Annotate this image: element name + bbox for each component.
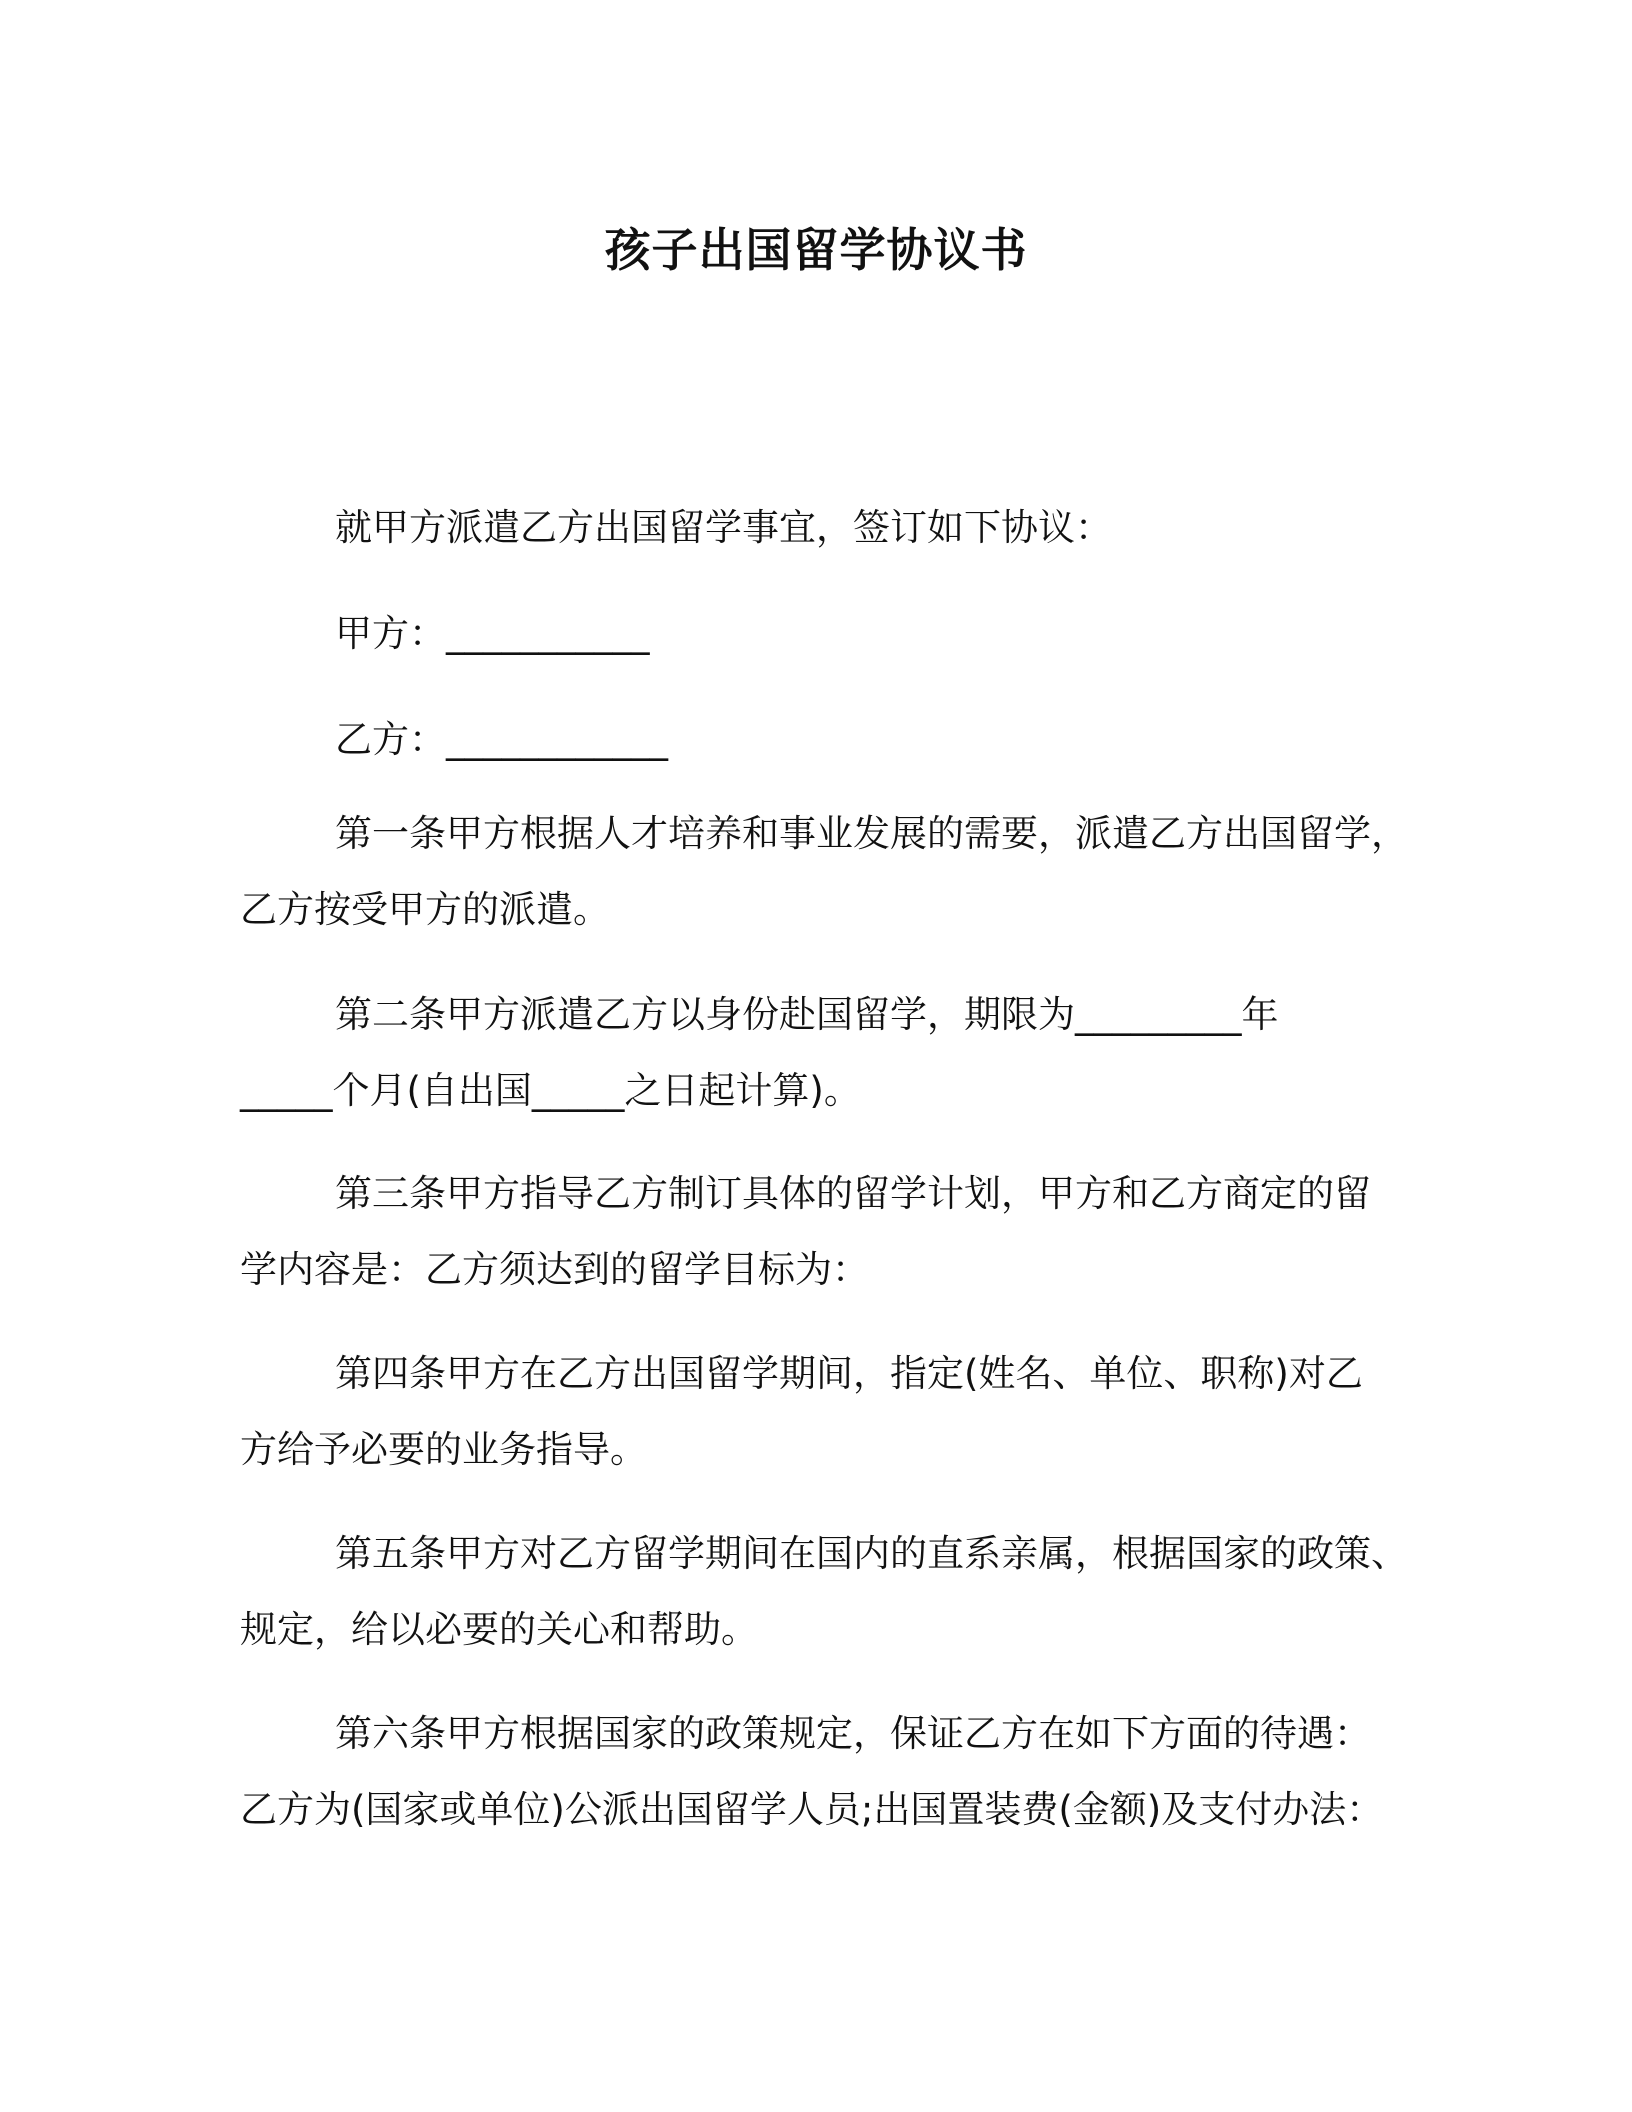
paragraph-line: 第二条甲方派遣乙方以身份赴国留学，期限为_________年 bbox=[335, 993, 1279, 1036]
paragraph-line: 学内容是：乙方须达到的留学目标为： bbox=[240, 1248, 869, 1291]
paragraph-line: 甲方：___________ bbox=[335, 612, 650, 655]
paragraph-line: 第六条甲方根据国家的政策规定，保证乙方在如下方面的待遇： bbox=[335, 1712, 1371, 1755]
paragraph-line: 乙方按受甲方的派遣。 bbox=[240, 888, 610, 931]
party-a-line bbox=[240, 596, 1420, 672]
article-1 bbox=[240, 796, 1420, 948]
article-2 bbox=[240, 977, 1420, 1129]
paragraph-line: 规定，给以必要的关心和帮助。 bbox=[240, 1608, 758, 1651]
article-3 bbox=[240, 1156, 1420, 1308]
paragraph-line: _____个月(自出国_____之日起计算)。 bbox=[240, 1069, 861, 1112]
intro-paragraph bbox=[240, 490, 1420, 566]
paragraph-line: 第五条甲方对乙方留学期间在国内的直系亲属，根据国家的政策、 bbox=[335, 1532, 1408, 1575]
paragraph-line: 第四条甲方在乙方出国留学期间，指定(姓名、单位、职称)对乙 bbox=[335, 1352, 1363, 1395]
party-b-line bbox=[240, 702, 1420, 778]
paragraph-line: 乙方：____________ bbox=[335, 718, 668, 761]
paragraph-line: 第三条甲方指导乙方制订具体的留学计划，甲方和乙方商定的留 bbox=[335, 1172, 1371, 1215]
paragraph-line: 第一条甲方根据人才培养和事业发展的需要，派遣乙方出国留学， bbox=[335, 812, 1408, 855]
article-5 bbox=[240, 1516, 1420, 1668]
article-4 bbox=[240, 1336, 1420, 1488]
paragraph-line: 乙方为(国家或单位)公派出国留学人员;出国置装费(金额)及支付办法： bbox=[240, 1788, 1384, 1831]
paragraph-line: 就甲方派遣乙方出国留学事宜，签订如下协议： bbox=[335, 506, 1112, 549]
document-title: 孩子出国留学协议书 bbox=[604, 223, 1028, 277]
article-6 bbox=[240, 1696, 1420, 1848]
paragraph-line: 方给予必要的业务指导。 bbox=[240, 1428, 647, 1471]
